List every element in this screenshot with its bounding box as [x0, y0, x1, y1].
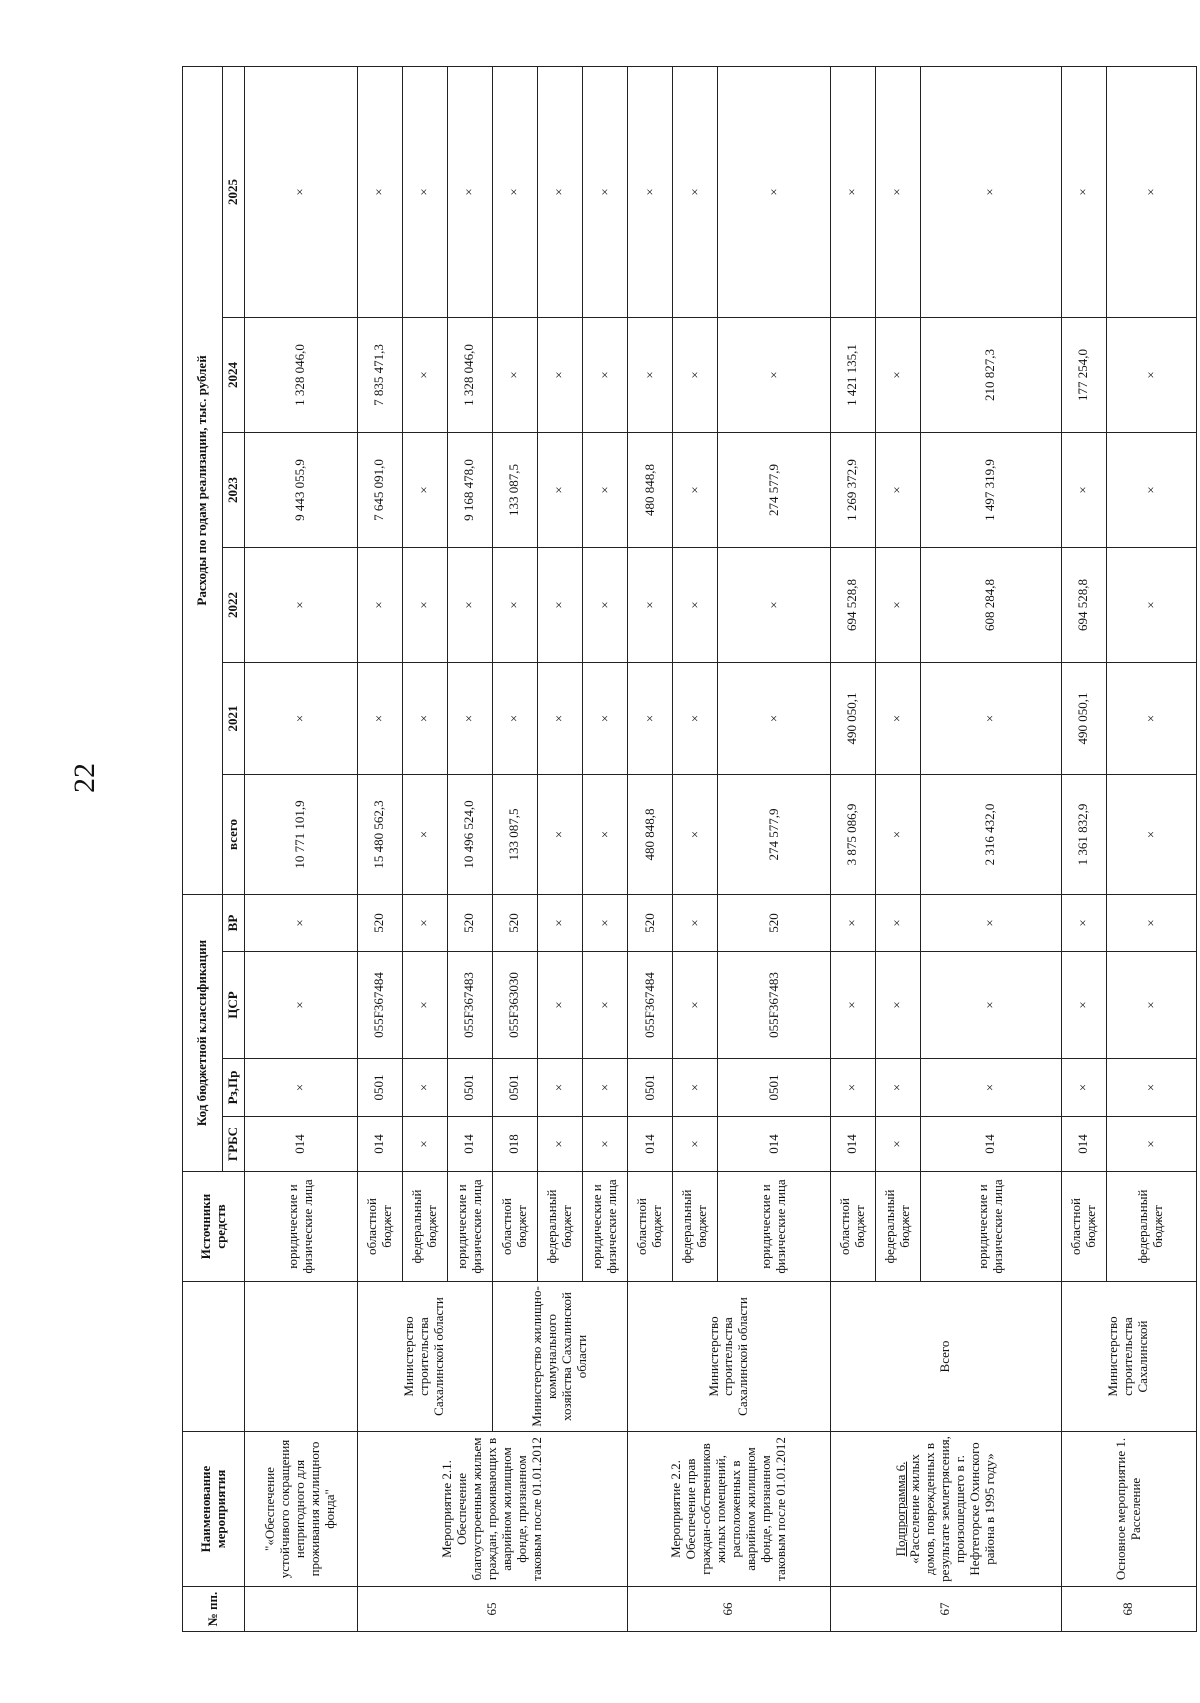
y2025-cell: × [920, 66, 1061, 317]
y2022-cell: × [402, 547, 447, 662]
csr-cell: 055F367483 [447, 952, 492, 1059]
vr-cell: × [830, 894, 875, 951]
executor-cell: Всего [830, 1282, 1061, 1432]
rzpr-cell: × [920, 1059, 1061, 1117]
y2022-cell: × [628, 547, 673, 662]
vr-cell: × [1106, 894, 1196, 951]
header-2024: 2024 [223, 317, 245, 432]
total-cell: 15 480 562,3 [357, 774, 402, 894]
y2023-cell: 480 848,8 [628, 432, 673, 547]
measure-name: Основное мероприятие 1. Расселение [1061, 1432, 1196, 1587]
y2025-cell: × [830, 66, 875, 317]
rzpr-cell: × [830, 1059, 875, 1117]
total-cell: × [582, 774, 627, 894]
csr-cell: 055F367484 [628, 952, 673, 1059]
y2021-cell: 490 050,1 [830, 662, 875, 774]
y2023-cell: 9 168 478,0 [447, 432, 492, 547]
total-cell: × [402, 774, 447, 894]
vr-cell: 520 [357, 894, 402, 951]
y2024-cell: × [492, 317, 537, 432]
source-cell: юридические и физические лица [447, 1172, 492, 1282]
csr-cell: × [245, 952, 358, 1059]
total-cell: 10 496 524,0 [447, 774, 492, 894]
total-cell: × [1106, 774, 1196, 894]
row-num-cell: 65 [357, 1587, 627, 1632]
y2022-cell: × [875, 547, 920, 662]
csr-cell: × [920, 952, 1061, 1059]
executor-cell: Министерство строительства Сахалинской области [357, 1282, 492, 1432]
grbs-cell: 014 [245, 1117, 358, 1172]
rzpr-cell: × [245, 1059, 358, 1117]
page-number: 22 [68, 763, 101, 793]
rzpr-cell: × [1106, 1059, 1196, 1117]
table-row [245, 66, 358, 1631]
y2023-cell: × [402, 432, 447, 547]
csr-cell: × [582, 952, 627, 1059]
y2023-cell: × [1106, 432, 1196, 547]
y2024-cell: × [537, 317, 582, 432]
source-cell: федеральный бюджет [875, 1172, 920, 1282]
y2023-cell: 1 269 372,9 [830, 432, 875, 547]
grbs-cell: × [582, 1117, 627, 1172]
csr-cell: 055F367484 [357, 952, 402, 1059]
y2021-cell: × [628, 662, 673, 774]
y2024-cell: 7 835 471,3 [357, 317, 402, 432]
header-2023: 2023 [223, 432, 245, 547]
grbs-cell: × [673, 1117, 718, 1172]
y2021-cell: × [673, 662, 718, 774]
row-num-cell [245, 1587, 358, 1632]
rzpr-cell: × [673, 1059, 718, 1117]
y2023-cell: × [582, 432, 627, 547]
csr-cell: × [1061, 952, 1106, 1059]
table-row [492, 66, 537, 1631]
grbs-cell: 014 [1061, 1117, 1106, 1172]
y2025-cell: × [537, 66, 582, 317]
total-cell: 3 875 086,9 [830, 774, 875, 894]
y2021-cell: × [875, 662, 920, 774]
y2021-cell: × [582, 662, 627, 774]
y2021-cell: × [718, 662, 831, 774]
y2025-cell: × [582, 66, 627, 317]
vr-cell: × [673, 894, 718, 951]
rzpr-cell: × [1061, 1059, 1106, 1117]
table-row [357, 66, 402, 1631]
y2023-cell: × [1061, 432, 1106, 547]
csr-cell: × [673, 952, 718, 1059]
y2025-cell: × [628, 66, 673, 317]
grbs-cell: × [402, 1117, 447, 1172]
y2024-cell: × [875, 317, 920, 432]
vr-cell: × [582, 894, 627, 951]
source-cell: областной бюджет [1061, 1172, 1106, 1282]
y2021-cell: × [492, 662, 537, 774]
measure-name [830, 1432, 1061, 1587]
rzpr-cell: × [582, 1059, 627, 1117]
y2022-cell: × [357, 547, 402, 662]
y2021-cell: × [1106, 662, 1196, 774]
csr-cell: × [875, 952, 920, 1059]
y2025-cell: × [245, 66, 358, 317]
row-num-cell: 67 [830, 1587, 1061, 1632]
vr-cell: 520 [718, 894, 831, 951]
source-cell: юридические и физические лица [245, 1172, 358, 1282]
grbs-cell: 014 [920, 1117, 1061, 1172]
rzpr-cell: × [402, 1059, 447, 1117]
total-cell: × [673, 774, 718, 894]
y2022-cell: × [447, 547, 492, 662]
row-num-cell: 66 [628, 1587, 831, 1632]
header-num: № пп. [183, 1587, 245, 1632]
y2022-cell: × [582, 547, 627, 662]
y2024-cell: 1 421 135,1 [830, 317, 875, 432]
y2024-cell: × [1106, 317, 1196, 432]
csr-cell: × [537, 952, 582, 1059]
total-cell: 480 848,8 [628, 774, 673, 894]
table-row [830, 66, 875, 1631]
vr-cell: 520 [447, 894, 492, 951]
rzpr-cell: 0501 [492, 1059, 537, 1117]
y2023-cell: 9 443 055,9 [245, 432, 358, 547]
grbs-cell: × [537, 1117, 582, 1172]
y2024-cell: × [673, 317, 718, 432]
table-row [628, 66, 673, 1631]
header-sources: Источники средств [183, 1172, 245, 1282]
header-name: Наименование мероприятия [183, 1432, 245, 1587]
header-vr: ВР [223, 894, 245, 951]
vr-cell: 520 [628, 894, 673, 951]
y2025-cell: × [1106, 66, 1196, 317]
rzpr-cell: 0501 [628, 1059, 673, 1117]
y2025-cell: × [402, 66, 447, 317]
header-expenses-group: Расходы по годам реализации, тыс. рублей [183, 66, 223, 894]
rzpr-cell: 0501 [718, 1059, 831, 1117]
y2023-cell: 133 087,5 [492, 432, 537, 547]
y2025-cell: × [492, 66, 537, 317]
budget-table [182, 66, 1197, 1632]
y2021-cell: × [402, 662, 447, 774]
rzpr-cell: 0501 [447, 1059, 492, 1117]
header-2021: 2021 [223, 662, 245, 774]
source-cell: федеральный бюджет [537, 1172, 582, 1282]
y2024-cell: 177 254,0 [1061, 317, 1106, 432]
y2021-cell: × [537, 662, 582, 774]
y2021-cell: 490 050,1 [1061, 662, 1106, 774]
source-cell: областной бюджет [357, 1172, 402, 1282]
source-cell: областной бюджет [628, 1172, 673, 1282]
executor-cell: Министерство жилищно-коммунального хозяйства Сахалинской области [492, 1282, 627, 1432]
source-cell: федеральный бюджет [402, 1172, 447, 1282]
table-row [1061, 66, 1106, 1631]
y2022-cell: × [492, 547, 537, 662]
grbs-cell: 014 [357, 1117, 402, 1172]
y2022-cell: 608 284,8 [920, 547, 1061, 662]
y2024-cell: 210 827,3 [920, 317, 1061, 432]
header-rzpr: Рз,Пр [223, 1059, 245, 1117]
row-num-cell: 68 [1061, 1587, 1196, 1632]
y2023-cell: 274 577,9 [718, 432, 831, 547]
measure-name: Мероприятие 2.1. Обеспечение благоустроенным жильем граждан, проживающих в аварийном жилищном фонде, признанном таковым после 01.01.2012 [357, 1432, 627, 1587]
y2022-cell: × [1106, 547, 1196, 662]
rzpr-cell: × [875, 1059, 920, 1117]
vr-cell: × [875, 894, 920, 951]
y2022-cell: × [718, 547, 831, 662]
csr-cell: × [830, 952, 875, 1059]
vr-cell: × [245, 894, 358, 951]
header-2022: 2022 [223, 547, 245, 662]
csr-cell: 055F367483 [718, 952, 831, 1059]
total-cell: × [537, 774, 582, 894]
rzpr-cell: 0501 [357, 1059, 402, 1117]
y2022-cell: 694 528,8 [830, 547, 875, 662]
source-cell: областной бюджет [492, 1172, 537, 1282]
grbs-cell: 018 [492, 1117, 537, 1172]
vr-cell: × [537, 894, 582, 951]
header-csr: ЦСР [223, 952, 245, 1059]
y2023-cell: × [875, 432, 920, 547]
y2025-cell: × [673, 66, 718, 317]
header-2025: 2025 [223, 66, 245, 317]
y2025-cell: × [875, 66, 920, 317]
budget-table-rotated [182, 67, 1197, 1632]
y2022-cell: × [537, 547, 582, 662]
y2025-cell: × [1061, 66, 1106, 317]
total-cell: 10 771 101,9 [245, 774, 358, 894]
y2025-cell: × [718, 66, 831, 317]
csr-cell: × [1106, 952, 1196, 1059]
source-cell: областной бюджет [830, 1172, 875, 1282]
total-cell: 2 316 432,0 [920, 774, 1061, 894]
source-cell: федеральный бюджет [673, 1172, 718, 1282]
source-cell: юридические и физические лица [718, 1172, 831, 1282]
header-executor [183, 1282, 245, 1432]
header-total: всего [223, 774, 245, 894]
subprogram-label: Подпрограмма 6. [892, 1461, 908, 1557]
y2024-cell: × [718, 317, 831, 432]
y2024-cell: × [402, 317, 447, 432]
source-cell: юридические и физические лица [582, 1172, 627, 1282]
y2021-cell: × [920, 662, 1061, 774]
y2022-cell: 694 528,8 [1061, 547, 1106, 662]
header-code-group: Код бюджетной классификации [183, 894, 223, 1171]
measure-name: "«Обеспечение устойчивого сокращения непригодного для проживания жилищного фонда" [245, 1432, 358, 1587]
vr-cell: × [920, 894, 1061, 951]
y2022-cell: × [245, 547, 358, 662]
y2021-cell: × [357, 662, 402, 774]
vr-cell: 520 [492, 894, 537, 951]
y2021-cell: × [447, 662, 492, 774]
executor-cell [245, 1282, 358, 1432]
y2025-cell: × [357, 66, 402, 317]
grbs-cell: 014 [447, 1117, 492, 1172]
total-cell: × [875, 774, 920, 894]
measure-name: Мероприятие 2.2. Обеспечение прав граждан-собственников жилых помещений, расположенных в аварийном жилищном фонде, признанном таковым после 01.01.2012 [628, 1432, 831, 1587]
header-grbs: ГРБС [223, 1117, 245, 1172]
y2024-cell: 1 328 046,0 [447, 317, 492, 432]
vr-cell: × [1061, 894, 1106, 951]
executor-cell: Министерство строительства Сахалинской области [628, 1282, 831, 1432]
vr-cell: × [402, 894, 447, 951]
y2023-cell: 7 645 091,0 [357, 432, 402, 547]
y2022-cell: × [673, 547, 718, 662]
rzpr-cell: × [537, 1059, 582, 1117]
total-cell: 1 361 832,9 [1061, 774, 1106, 894]
csr-cell: 055F363030 [492, 952, 537, 1059]
csr-cell: × [402, 952, 447, 1059]
grbs-cell: 014 [628, 1117, 673, 1172]
subprogram-title: «Расселение жилых домов, поврежденных в результате землетрясения, произошедшего в г. Нефтегорске Охинского района в 1995 году» [907, 1436, 998, 1582]
grbs-cell: 014 [830, 1117, 875, 1172]
y2024-cell: 1 328 046,0 [245, 317, 358, 432]
grbs-cell: × [875, 1117, 920, 1172]
y2025-cell: × [447, 66, 492, 317]
y2023-cell: 1 497 319,9 [920, 432, 1061, 547]
y2023-cell: × [537, 432, 582, 547]
executor-cell: Министерство строительства Сахалинской [1061, 1282, 1196, 1432]
grbs-cell: × [1106, 1117, 1196, 1172]
source-cell: федеральный бюджет [1106, 1172, 1196, 1282]
y2024-cell: × [628, 317, 673, 432]
y2021-cell: × [245, 662, 358, 774]
source-cell: юридические и физические лица [920, 1172, 1061, 1282]
y2023-cell: × [673, 432, 718, 547]
total-cell: 274 577,9 [718, 774, 831, 894]
total-cell: 133 087,5 [492, 774, 537, 894]
y2024-cell: × [582, 317, 627, 432]
grbs-cell: 014 [718, 1117, 831, 1172]
